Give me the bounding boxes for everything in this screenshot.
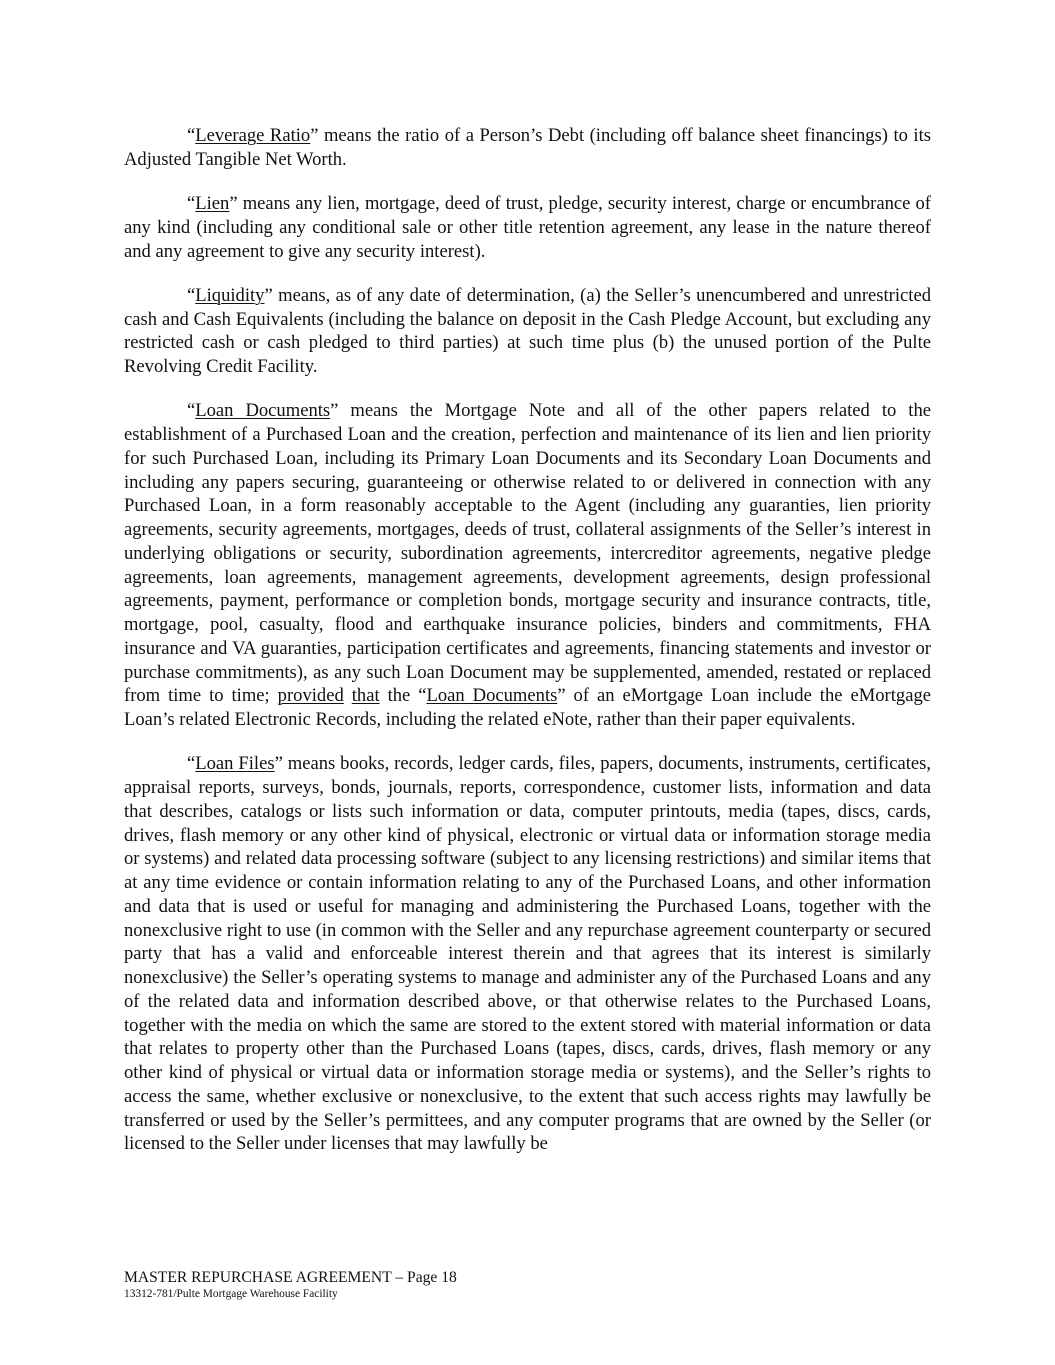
definition-text-continued: the “ [379,685,427,707]
definition-text: ” means, as of any date of determination, (a) the Seller’s unencumbered and unrestricted cash and Cash Equivalents (including the balance on deposit in the Cash Pledge Account, but excluding any restricted cash or cash pledged to third parties) at such time plus (b) the unused portion of the Pulte Revolving Credit Facility. [124,284,931,377]
open-quote: “ [187,284,196,306]
defined-term: Loan Files [195,753,275,775]
definition-text-end: ” of an eMortgage Loan include the eMortgage Loan’s related Electronic Records, including the related eNote, rather than their paper equivalents. [124,685,932,730]
definition-text: ” means books, records, ledger cards, files, papers, documents, instruments, certificates, appraisal reports, surveys, bonds, journals, reports, correspondence, customer lists, information and data that describes, catalogs or lists such information or data, computer printouts, media (tapes, discs, cards, drives, flash memory or any other kind of physical, electronic or virtual data or information storage media or systems) and related data processing software (subject to any licensing restrictions) and similar items that at any time evidence or contain information relating to any of the Purchased Loans, and other information and data that is used or useful for managing and administering the Purchased Loans, together with the nonexclusive right to use (in common with the Seller and any repurchase agreement counterparty or secured party that has a valid and enforceable interest therein and that agrees that its interest is similarly nonexclusive) the Seller’s operating systems to manage and administer any of the Purchased Loans and any of the related data and information described above, or that otherwise relates to the Purchased Loans, together with the media on which the same are stored to the extent stored with material information or data that relates to property other than the Purchased Loans (tapes, discs, cards, drives, flash memory or any other kind of physical or virtual data or information storage media or systems), and the Seller’s rights to access the same, whether exclusive or nonexclusive, to the extent that such access rights may lawfully be transferred or used by the Seller’s permittees, and any computer programs that are owned by the Seller (or licensed to the Seller under licenses that may lawfully be [124,753,932,1155]
page-footer [124,1268,931,1302]
definition-text: ” means the Mortgage Note and all of the other papers related to the establishment of a Purchased Loan and the creation, perfection and maintenance of its lien and lien priority for such Purchased Loan, including its Primary Loan Documents and its Secondary Loan Documents and including any papers securing, guaranteeing or otherwise related to or delivered in connection with any Purchased Loan, in a form reasonably acceptable to the Agent (including any guaranties, lien priority agreements, security agreements, mortgages, deeds of trust, collateral assignments of the Seller’s interest in underlying obligations or security, subordination agreements, intercreditor agreements, negative pledge agreements, loan agreements, management agreements, development agreements, design professional agreements, payment, performance or completion bonds, mortgage security and insurance contracts, title, mortgage, pool, casualty, flood and earthquake insurance policies, binders and commitments, FHA insurance and VA guaranties, participation certificates and agreements, financing statements and investor or purchase commitments), as any such Loan Document may be supplemented, amended, restated or replaced from time to time; [124,400,931,707]
defined-term: Lien [195,193,230,214]
defined-term: Loan Documents [195,400,331,422]
open-quote: “ [187,125,196,146]
defined-term: Leverage Ratio [195,125,311,146]
document-body [124,124,931,1177]
definition-loan-files [124,752,931,1156]
footer-document-id: 13312-781/Pulte Mortgage Warehouse Facility [124,1288,338,1300]
definition-text: ” means any lien, mortgage, deed of trust, pledge, security interest, charge or encumbrance of any kind (including any conditional sale or other title retention agreement, any lease in the nature thereof and any agreement to give any security interest). [124,193,931,262]
open-quote: “ [187,400,196,422]
definition-text: ” means the ratio of a Person’s Debt (including off balance sheet financings) to its Adjusted Tangible Net Worth. [124,125,931,170]
proviso-that: that [351,685,380,707]
definition-loan-documents [124,399,931,732]
open-quote: “ [187,753,196,775]
open-quote: “ [187,193,196,214]
definition-leverage-ratio [124,124,931,172]
definition-lien [124,192,931,263]
footer-page-title: MASTER REPURCHASE AGREEMENT – Page 18 [124,1269,457,1286]
defined-term-reference: Loan Documents [426,685,558,707]
defined-term: Liquidity [195,284,265,306]
proviso-provided: provided [277,685,344,707]
definition-liquidity [124,284,931,379]
